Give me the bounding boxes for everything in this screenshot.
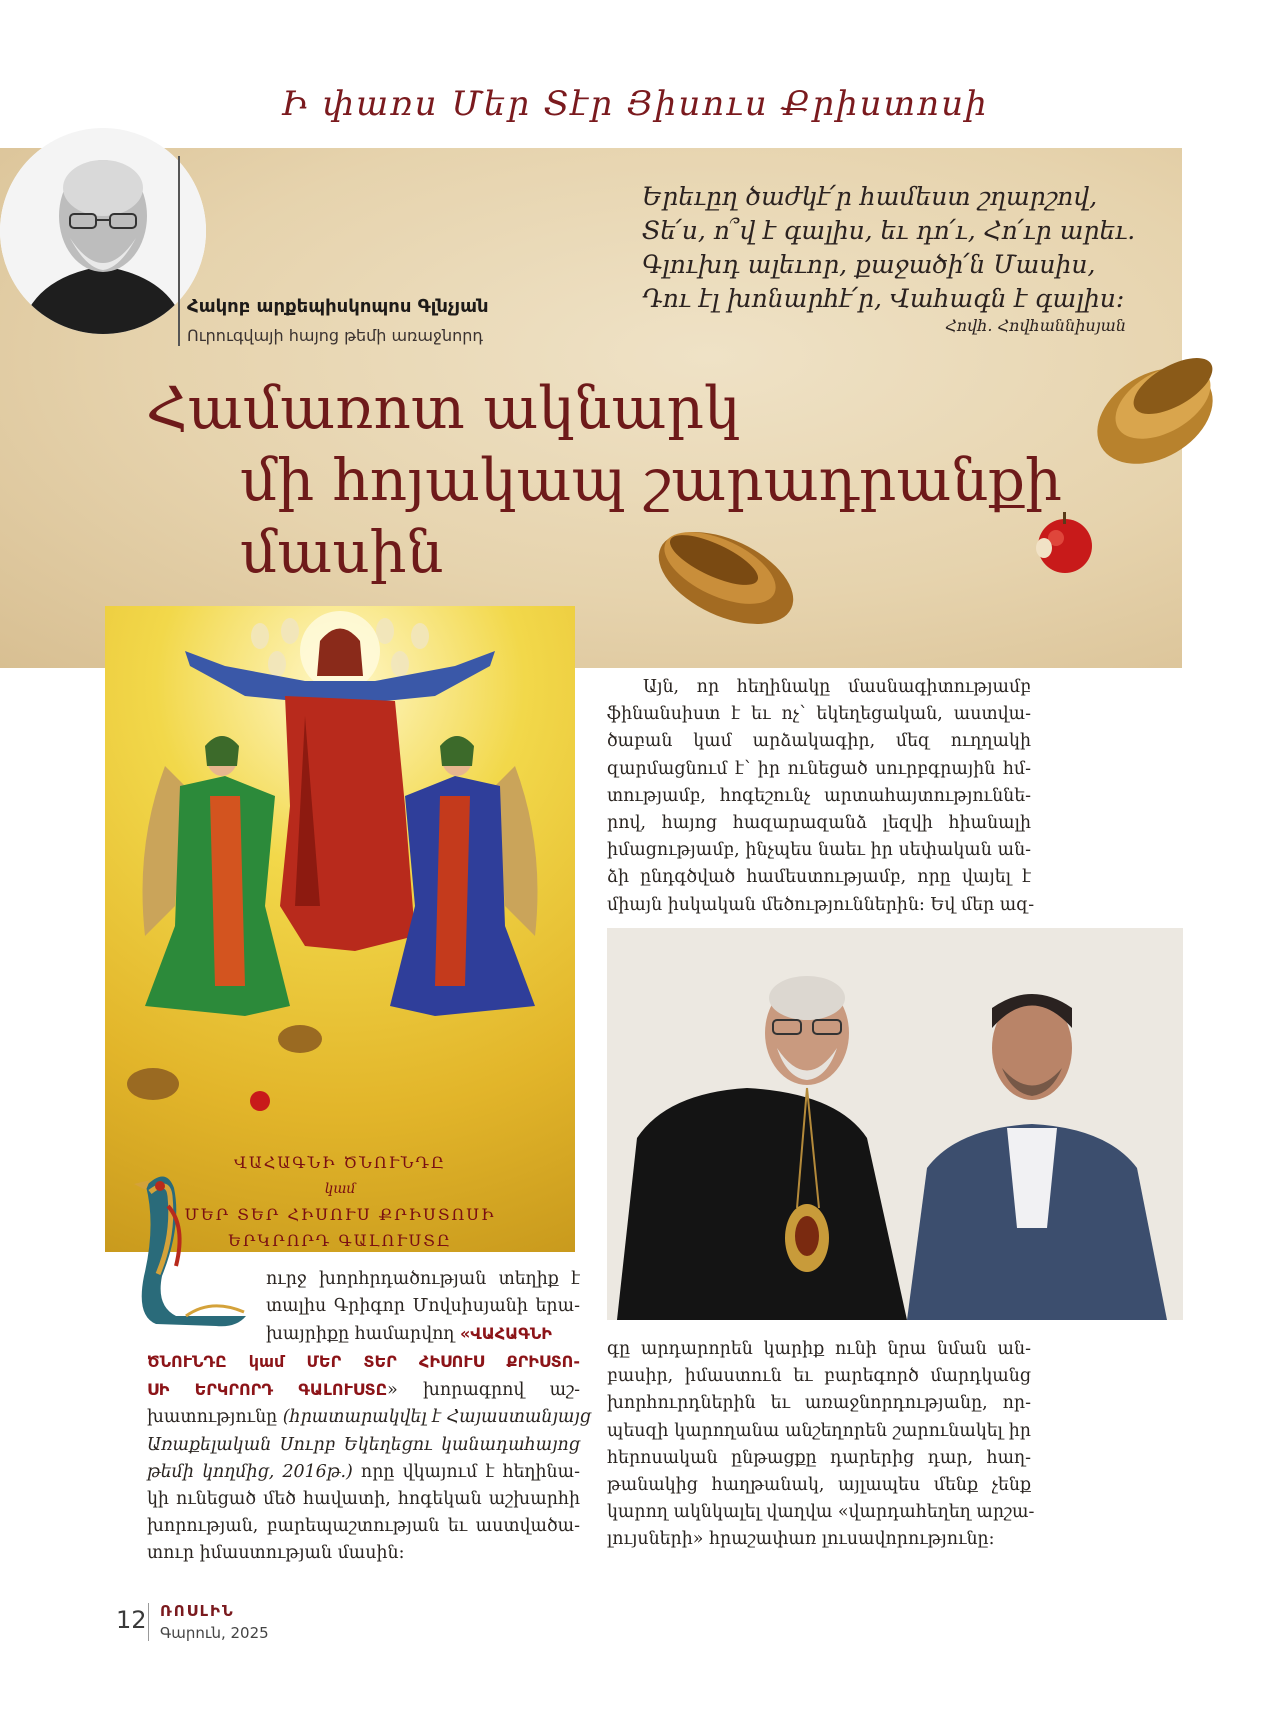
text-segment: խատությունը — [147, 1407, 278, 1428]
page-number: 12 — [116, 1606, 147, 1634]
issue-date: Գարուն, 2025 — [160, 1624, 269, 1642]
text-line: միայն իսկական մեծություններին: Եվ մեր ազ- — [607, 894, 1035, 915]
text-line — [147, 1376, 580, 1404]
book-title-highlight: «ՎԱՀԱԳՆԻ — [459, 1324, 552, 1344]
publication-note: թեմի կողմից, 2016թ.) — [147, 1461, 353, 1482]
text-segment: որը վկայում է հեղինա- — [352, 1461, 580, 1482]
text-line: հերոսական ընթացքը դարերից դար, հաղ- — [607, 1447, 1031, 1468]
book-title-highlight: ՍԻ ԵՐԿՐՈՐԴ ԳԱԼՈՒՍՏԸ — [147, 1380, 388, 1400]
author-role: Ուրուգվայի հայոց թեմի առաջնորդ — [187, 326, 484, 345]
text-line: տալիս Գրիգոր Մովսիսյանի երա- — [266, 1296, 580, 1317]
text-line: ուրջ խորհրդածության տեղիք է — [266, 1269, 580, 1289]
text-line: բասիր, իմաստուն եւ բարեգործ մարդկանց — [607, 1366, 1031, 1387]
article-column-right-bottom — [607, 1336, 1035, 1554]
text-segment: խայրիքը համարվող — [266, 1324, 460, 1345]
author-name: Հակոբ արքեպիսկոպոս Գլնչյան — [187, 296, 489, 317]
text-line — [147, 1404, 591, 1431]
text-line: ծաբան կամ արձակագիր, մեզ ուղղակի — [607, 731, 1031, 752]
illuminated-initial-bird — [116, 1166, 266, 1336]
text-line: կի ունեցած մեծ հավատի, հոգեկան աշխարհի — [147, 1489, 580, 1510]
text-line: տությամբ, հոգեշունչ արտահայտություննե- — [607, 785, 1031, 806]
title-line: մի հոյակապ շարադրանքի — [240, 446, 1062, 514]
text-line: պեսզի կարողանա անշեղորեն շարունակել իր — [607, 1420, 1031, 1441]
text-line: խորության, բարեպաշտության եւ աստվածա- — [147, 1516, 580, 1537]
magazine-name: ՌՈՍԼԻՆ — [160, 1602, 235, 1620]
poem-line: Տե՛ս, ո՞վ է գալիս, եւ դո՛ւ, Հո՛ւր արեւ. — [642, 216, 1136, 245]
section-heading: Ի փառս Մեր Տէր Յիսուս Քրիստոսի — [281, 84, 989, 124]
text-line: զարմացնում է՝ իր ունեցած սուրբգրային հմ- — [607, 758, 1031, 779]
text-line — [147, 1348, 580, 1376]
text-line: թանակից հաղթանակ, այլապես մենք չենք — [607, 1475, 1031, 1496]
article-column-left-top — [266, 1266, 580, 1349]
text-line: գը արդարորեն կարիք ունի նրա նման ան- — [607, 1339, 1031, 1359]
text-line: տուր իմաստության մասին: — [147, 1543, 405, 1564]
article-column-left-bottom — [147, 1348, 591, 1568]
publication-note: (հրատարակվել է Հայաստանյայց — [277, 1407, 591, 1428]
text-segment: » խորագրով աշ- — [387, 1380, 580, 1401]
portrait-divider — [178, 156, 180, 346]
article-column-right-top — [607, 674, 1035, 919]
poem-line: Դու էլ խոնարհէ՛ր, Վահագն է գալիս: — [642, 284, 1125, 313]
book-title-line: ՎԱՀԱԳՆԻ ԾՆՈՒՆԴԸ — [234, 1153, 446, 1172]
poem-line: Գլուխդ ալեւոր, քաջածի՛ն Մասիս, — [642, 250, 1096, 279]
poem-author: Հովհ. Հովհաննիսյան — [945, 316, 1126, 335]
text-line: կարող ակնկալել վաղվա «վարդահեղեղ արշա- — [607, 1502, 1035, 1523]
book-title-highlight: ԾՆՈՒՆԴԸ կամ ՄԵՐ ՏԵՐ ՀԻՍՈՒՍ ՔՐԻՍՏՈ- — [147, 1352, 580, 1371]
text-line: լույսների» հրաշափառ լուսավորությունը: — [607, 1529, 995, 1550]
text-line: Այն, որ հեղինակը մասնագիտությամբ — [643, 677, 1031, 697]
text-line: ձի ընդգծված համեստությամբ, որը վայել է — [607, 867, 1031, 888]
publication-note: Առաքելական Սուրբ Եկեղեցու կանադահայոց — [147, 1434, 580, 1455]
text-line — [266, 1320, 580, 1348]
title-line: Համառոտ ակնարկ — [146, 374, 741, 442]
text-line: ֆինանսիստ է եւ ոչ՝ եկեղեցական, աստվա- — [607, 704, 1031, 725]
golden-bowl-illustration — [1085, 346, 1235, 481]
text-line — [147, 1459, 580, 1486]
title-line: մասին — [240, 518, 444, 586]
photo-two-men — [607, 928, 1183, 1320]
text-line: իմացությամբ, ինչպես նաեւ իր սեփական ան- — [607, 840, 1031, 861]
book-title-line: կամ — [324, 1181, 356, 1197]
article-title — [146, 372, 1062, 588]
author-portrait — [0, 128, 206, 334]
text-line: խորհուրդներին եւ առաջնորդությանը, որ- — [607, 1393, 1031, 1414]
text-line — [147, 1432, 580, 1459]
footer-divider — [148, 1603, 149, 1641]
epigraph-poem — [642, 180, 1142, 316]
text-line: րով, հայոց հազարազանձ լեզվի հիանալի — [607, 813, 1031, 834]
book-title-line: ԵՐԿՐՈՐԴ ԳԱԼՈՒՍՏԸ — [228, 1231, 452, 1250]
poem-line: Երեւըղ ծաժկէ՛ր համեստ շղարշով, — [642, 182, 1098, 211]
book-title-line: ՄԵՐ ՏԵՐ ՀԻՍՈՒՍ ՔՐԻՍՏՈՍԻ — [184, 1205, 496, 1224]
